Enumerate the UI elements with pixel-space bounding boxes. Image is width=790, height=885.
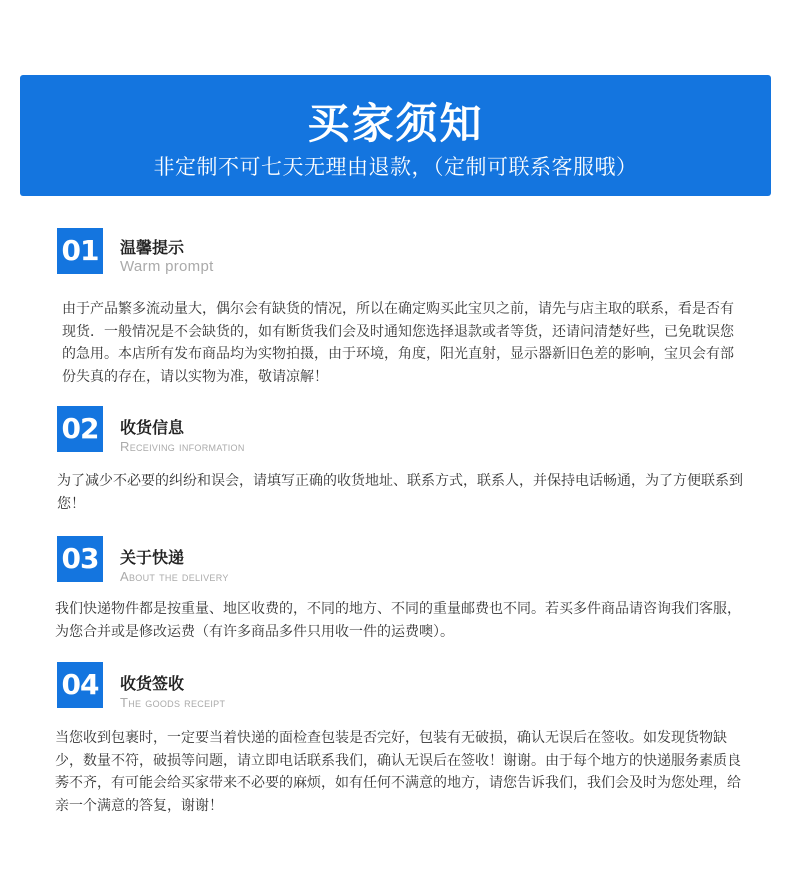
section-subtitle: Receiving information xyxy=(120,439,245,454)
section-number-badge: 04 xyxy=(57,662,103,708)
section-number-badge: 03 xyxy=(57,536,103,582)
section-number-badge: 01 xyxy=(57,228,103,274)
section-subtitle: The goods receipt xyxy=(120,695,226,710)
section-body-text: 当您收到包裹时，一定要当着快递的面检查包装是否完好，包装有无破损，确认无误后在签收。如发现货物缺少，数量不符，破损等问题，请立即电话联系我们，确认无误后在签收！谢谢。由于每个地方的快递服务素质良莠不齐，有可能会给买家带来不必要的麻烦，如有任何不满意的地方，请您告诉我们，我们会及时为您处理，给亲一个满意的答复，谢谢！ xyxy=(55,730,741,814)
section-body-text: 由于产品繁多流动量大，偶尔会有缺货的情况，所以在确定购买此宝贝之前，请先与店主取的联系，看是否有现货．一般情况是不会缺货的，如有断货我们会及时通知您选择退款或者等货，还请问清楚好些，已免耽误您的急用。本店所有发布商品均为实物拍摄，由于环境，角度，阳光直射，显示器新旧色差的影响，宝贝会有部份失真的存在，请以实物为准，敬请凉解！ xyxy=(62,301,734,385)
page-title: 买家须知 xyxy=(307,99,484,148)
section-body-text: 我们快递物件都是按重量、地区收费的，不同的地方、不同的重量邮费也不同。若买多件商品请咨询我们客服，为您合并或是修改运费（有许多商品多件只用收一件的运费噢）。 xyxy=(55,601,741,640)
section-title: 收货签收 xyxy=(120,674,185,693)
section-subtitle: About the delivery xyxy=(120,569,229,584)
section-number-badge: 02 xyxy=(57,406,103,452)
page-subtitle: 非定制不可七天无理由退款，（定制可联系客服哦） xyxy=(153,155,638,179)
section-body-text: 为了减少不必要的纠纷和误会，请填写正确的收货地址、联系方式，联系人，并保持电话畅通，为了方便联系到您！ xyxy=(57,473,743,512)
section-title: 收货信息 xyxy=(120,418,185,437)
section-title: 关于快递 xyxy=(120,548,185,567)
section-title: 温馨提示 xyxy=(120,238,185,257)
section-subtitle: Warm prompt xyxy=(120,258,214,275)
header-banner xyxy=(20,75,771,196)
